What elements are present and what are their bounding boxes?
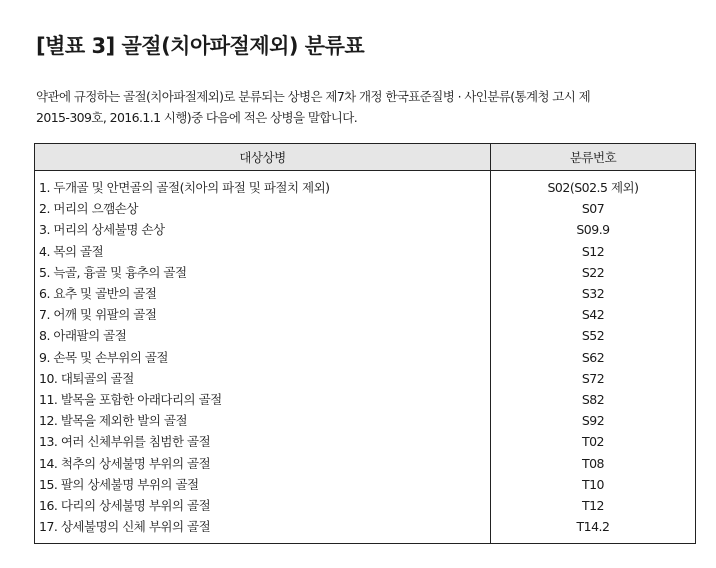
classification-code: S09.9: [491, 219, 696, 240]
disease-name: 6. 요추 및 골반의 골절: [35, 283, 491, 304]
disease-name: 8. 아래팔의 골절: [35, 325, 491, 346]
classification-code: S32: [491, 283, 696, 304]
classification-code: T02: [491, 431, 696, 452]
table-row: [35, 219, 696, 240]
disease-name: 7. 어깨 및 위팔의 골절: [35, 304, 491, 325]
disease-name: 9. 손목 및 손부위의 골절: [35, 347, 491, 368]
intro-line: 약관에 규정하는 골절(치아파절제외)로 분류되는 상병은 제7차 개정 한국표준질병 · 사인분류(통계청 고시 제: [36, 89, 591, 104]
table-row: [35, 262, 696, 283]
table-row: [35, 453, 696, 474]
classification-code: S02(S02.5 제외): [491, 171, 696, 199]
table-row: [35, 241, 696, 262]
disease-name: 13. 여러 신체부위를 침범한 골절: [35, 431, 491, 452]
disease-name: 14. 척추의 상세불명 부위의 골절: [35, 453, 491, 474]
header-disease: 대상상병: [35, 144, 491, 171]
table-row: [35, 171, 696, 199]
classification-code: S72: [491, 368, 696, 389]
classification-table: [34, 143, 696, 544]
classification-code: T08: [491, 453, 696, 474]
table-row: [35, 368, 696, 389]
disease-name: 17. 상세불명의 신체 부위의 골절: [35, 516, 491, 544]
disease-name: 16. 다리의 상세불명 부위의 골절: [35, 495, 491, 516]
disease-name: 4. 목의 골절: [35, 241, 491, 262]
disease-name: 3. 머리의 상세불명 손상: [35, 219, 491, 240]
table-row: [35, 516, 696, 544]
classification-code: S62: [491, 347, 696, 368]
disease-name: 10. 대퇴골의 골절: [35, 368, 491, 389]
table-row: [35, 410, 696, 431]
document-title: [별표 3] 골절(치아파절제외) 분류표: [36, 34, 365, 58]
disease-name: 2. 머리의 으깸손상: [35, 198, 491, 219]
classification-code: T10: [491, 474, 696, 495]
classification-code: S92: [491, 410, 696, 431]
classification-code: T12: [491, 495, 696, 516]
intro-paragraph: [36, 86, 696, 128]
table-header-row: [35, 144, 696, 171]
classification-code: S52: [491, 325, 696, 346]
table-row: [35, 495, 696, 516]
table-row: [35, 304, 696, 325]
table-body: [35, 171, 696, 544]
classification-code: S22: [491, 262, 696, 283]
table-row: [35, 431, 696, 452]
table-row: [35, 474, 696, 495]
header-code: 분류번호: [491, 144, 696, 171]
table-row: [35, 347, 696, 368]
intro-line: 2015-309호, 2016.1.1 시행)중 다음에 적은 상병을 말합니다.: [36, 110, 358, 125]
classification-code: S12: [491, 241, 696, 262]
disease-name: 12. 발목을 제외한 발의 골절: [35, 410, 491, 431]
disease-name: 5. 늑골, 흉골 및 흉추의 골절: [35, 262, 491, 283]
classification-code: T14.2: [491, 516, 696, 544]
table-row: [35, 389, 696, 410]
disease-name: 11. 발목을 포함한 아래다리의 골절: [35, 389, 491, 410]
disease-name: 1. 두개골 및 안면골의 골절(치아의 파절 및 파절치 제외): [35, 171, 491, 199]
classification-code: S42: [491, 304, 696, 325]
table-row: [35, 198, 696, 219]
classification-code: S82: [491, 389, 696, 410]
table-row: [35, 325, 696, 346]
classification-code: S07: [491, 198, 696, 219]
disease-name: 15. 팔의 상세불명 부위의 골절: [35, 474, 491, 495]
table-row: [35, 283, 696, 304]
